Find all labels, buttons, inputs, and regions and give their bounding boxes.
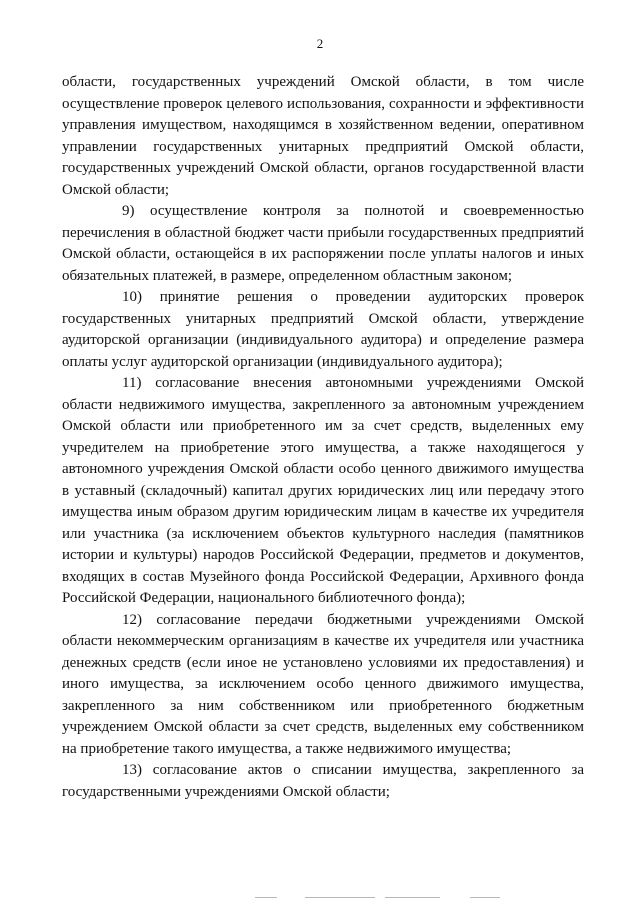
paragraph-item-13: 13) согласование актов о списании имущества, закрепленного за государственными учреждениями Омской области;	[62, 762, 584, 800]
scan-noise	[255, 895, 505, 901]
paragraph-item-10: 10) принятие решения о проведении аудиторских проверок государственных унитарных предприятий Омской области, утверждение аудиторской организации (индивидуального аудитора) и определение размера оплаты услуг аудиторской организации (индивидуального аудитора);	[62, 289, 584, 370]
document-body	[62, 72, 584, 803]
paragraph-item-9: 9) осуществление контроля за полнотой и своевременностью перечисления в областной бюджет части прибыли государственных предприятий Омской области, остающейся в их распоряжении после уплаты налогов и иных обязательных платежей, в размере, определенном областным законом;	[62, 203, 584, 284]
paragraph-item-11: 11) согласование внесения автономными учреждениями Омской области недвижимого имущества, закрепленного за автономным учреждением Омской области или приобретенного им за счет средств, выделенных ему учредителем на приобретение этого имущества, а также находящегося у автономного учреждения Омской области особо ценного движимого имущества в уставный (складочный) капитал других юридических лиц или передачу этого имущества иным образом другим юридическим лицам в качестве их учредителя или участника (за исключением объектов культурного наследия (памятников истории и культуры) народов Российской Федерации, предметов и документов, входящих в состав Музейного фонда Российской Федерации, Архивного фонда Российской Федерации, национального библиотечного фонда);	[62, 375, 584, 606]
paragraph-continuation: области, государственных учреждений Омской области, в том числе осуществление проверок целевого использования, сохранности и эффективности управления имуществом, находящимся в хозяйственном ведении, оперативном управлении государственных унитарных предприятий Омской области, государственных учреждений Омской области, органов государственной власти Омской области;	[62, 74, 584, 198]
paragraph-item-12: 12) согласование передачи бюджетными учреждениями Омской области некоммерческим организациям в качестве их учредителя или участника денежных средств (если иное не установлено условиями их предоставления) и иного имущества, за исключением особо ценного движимого имущества, закрепленного за ним собственником или приобретенного бюджетным учреждением Омской области за счет средств, выделенных ему собственником на приобретение такого имущества, а также недвижимого имущества;	[62, 611, 584, 757]
page-number: 2	[316, 36, 324, 51]
